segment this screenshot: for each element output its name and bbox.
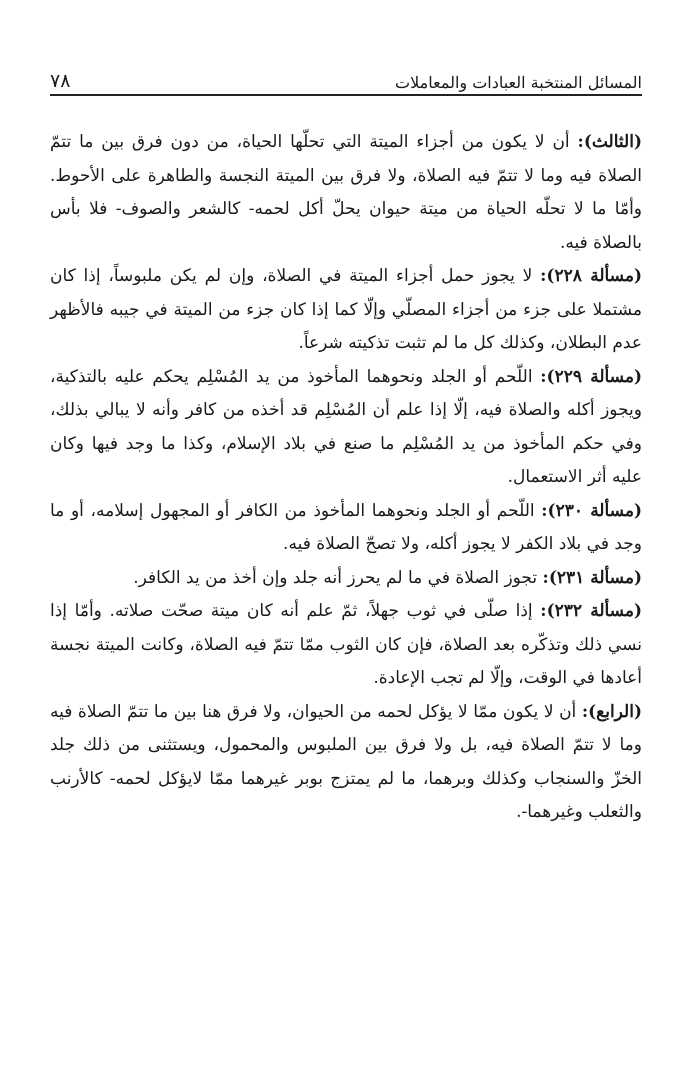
page-header — [50, 62, 642, 96]
paragraph-label: (الثالث): — [577, 132, 642, 152]
paragraph-text: اللّحم أو الجلد ونحوهما المأخوذ من الكافر أو المجهول إسلامه، أو ما وجد في بلاد الكفر لا يجوز أكله، ولا تصحّ الصلاة فيه. — [50, 500, 642, 554]
paragraph-third-condition — [50, 126, 642, 260]
paragraph-label: (مسألة ٢٢٨): — [540, 266, 642, 286]
paragraph-text: اللّحم أو الجلد ونحوهما المأخوذ من يد المُسْلِم يحكم عليه بالتذكية، ويجوز أكله والصلاة فيه، إلّا إذا علم أن المُسْلِم قد أخذه من كافر وأنه لا يبالي بذلك، وفي حكم المأخوذ من يد المُسْلِم ما صنع في بلاد الإسلام، وكذا ما وجد فيها وكان عليه أثر الاستعمال. — [50, 366, 642, 487]
paragraph-label: (الرابع): — [581, 701, 642, 722]
paragraph-issue-230 — [50, 495, 642, 562]
paragraph-issue-232 — [50, 595, 642, 696]
paragraph-text: لا يجوز حمل أجزاء الميتة في الصلاة، وإن لم يكن ملبوساً، إذا كان مشتملا على جزء من أجزاء المصلّي وإلّا كما إذا كان جزء من الميتة في جيبه فالأظهر عدم البطلان، وكذلك كل ما لم تثبت تذكيته شرعاً. — [50, 266, 642, 353]
page-number: ٧٨ — [50, 70, 71, 92]
running-title: المسائل المنتخبة العبادات والمعاملات — [395, 73, 642, 92]
body-text — [50, 126, 642, 830]
paragraph-label: (مسألة ٢٣٢): — [540, 601, 642, 621]
paragraph-issue-229 — [50, 361, 642, 495]
paragraph-issue-228 — [50, 260, 642, 361]
paragraph-text: تجوز الصلاة في ما لم يحرز أنه جلد وإن أخذ من يد الكافر. — [133, 567, 543, 588]
paragraph-issue-231 — [50, 562, 642, 596]
paragraph-text: إذا صلّى في ثوب جهلاً، ثمّ علم أنه كان ميتة صحّت صلاته. وأمّا إذا نسي ذلك وتذكّره بعد الصلاة، فإن كان الثوب ممّا تتمّ فيه الصلاة، وكانت الميتة نجسة أعادها في الوقت، وإلّا لم تجب الإعادة. — [50, 601, 642, 688]
paragraph-fourth-condition — [50, 696, 642, 830]
paragraph-label: (مسألة ٢٣٠): — [541, 500, 642, 521]
paragraph-text: أن لا يكون ممّا لا يؤكل لحمه من الحيوان، ولا فرق هنا بين ما تتمّ الصلاة فيه وما لا تتمّ الصلاة فيه، بل ولا فرق بين الملبوس والمحمول، ويستثنى من ذلك جلد الخزّ والسنجاب وكذلك وبرهما، ما لم يمتزج بوبر غيرهما ممّا لايؤكل لحمه- كالأرنب والثعلب وغيرهما-. — [50, 701, 642, 822]
paragraph-label: (مسألة ٢٣١): — [542, 567, 642, 588]
paragraph-text: أن لا يكون من أجزاء الميتة التي تحلّها الحياة، من دون فرق بين ما تتمّ الصلاة فيه وما لا تتمّ فيه الصلاة، ولا فرق بين الميتة النجسة والطاهرة على الأحوط. وأمّا ما لا تحلّه الحياة من ميتة حيوان يحلّ أكل لحمه- كالشعر والصوف- فلا بأس بالصلاة فيه. — [50, 132, 642, 253]
paragraph-label: (مسألة ٢٢٩): — [540, 366, 642, 387]
